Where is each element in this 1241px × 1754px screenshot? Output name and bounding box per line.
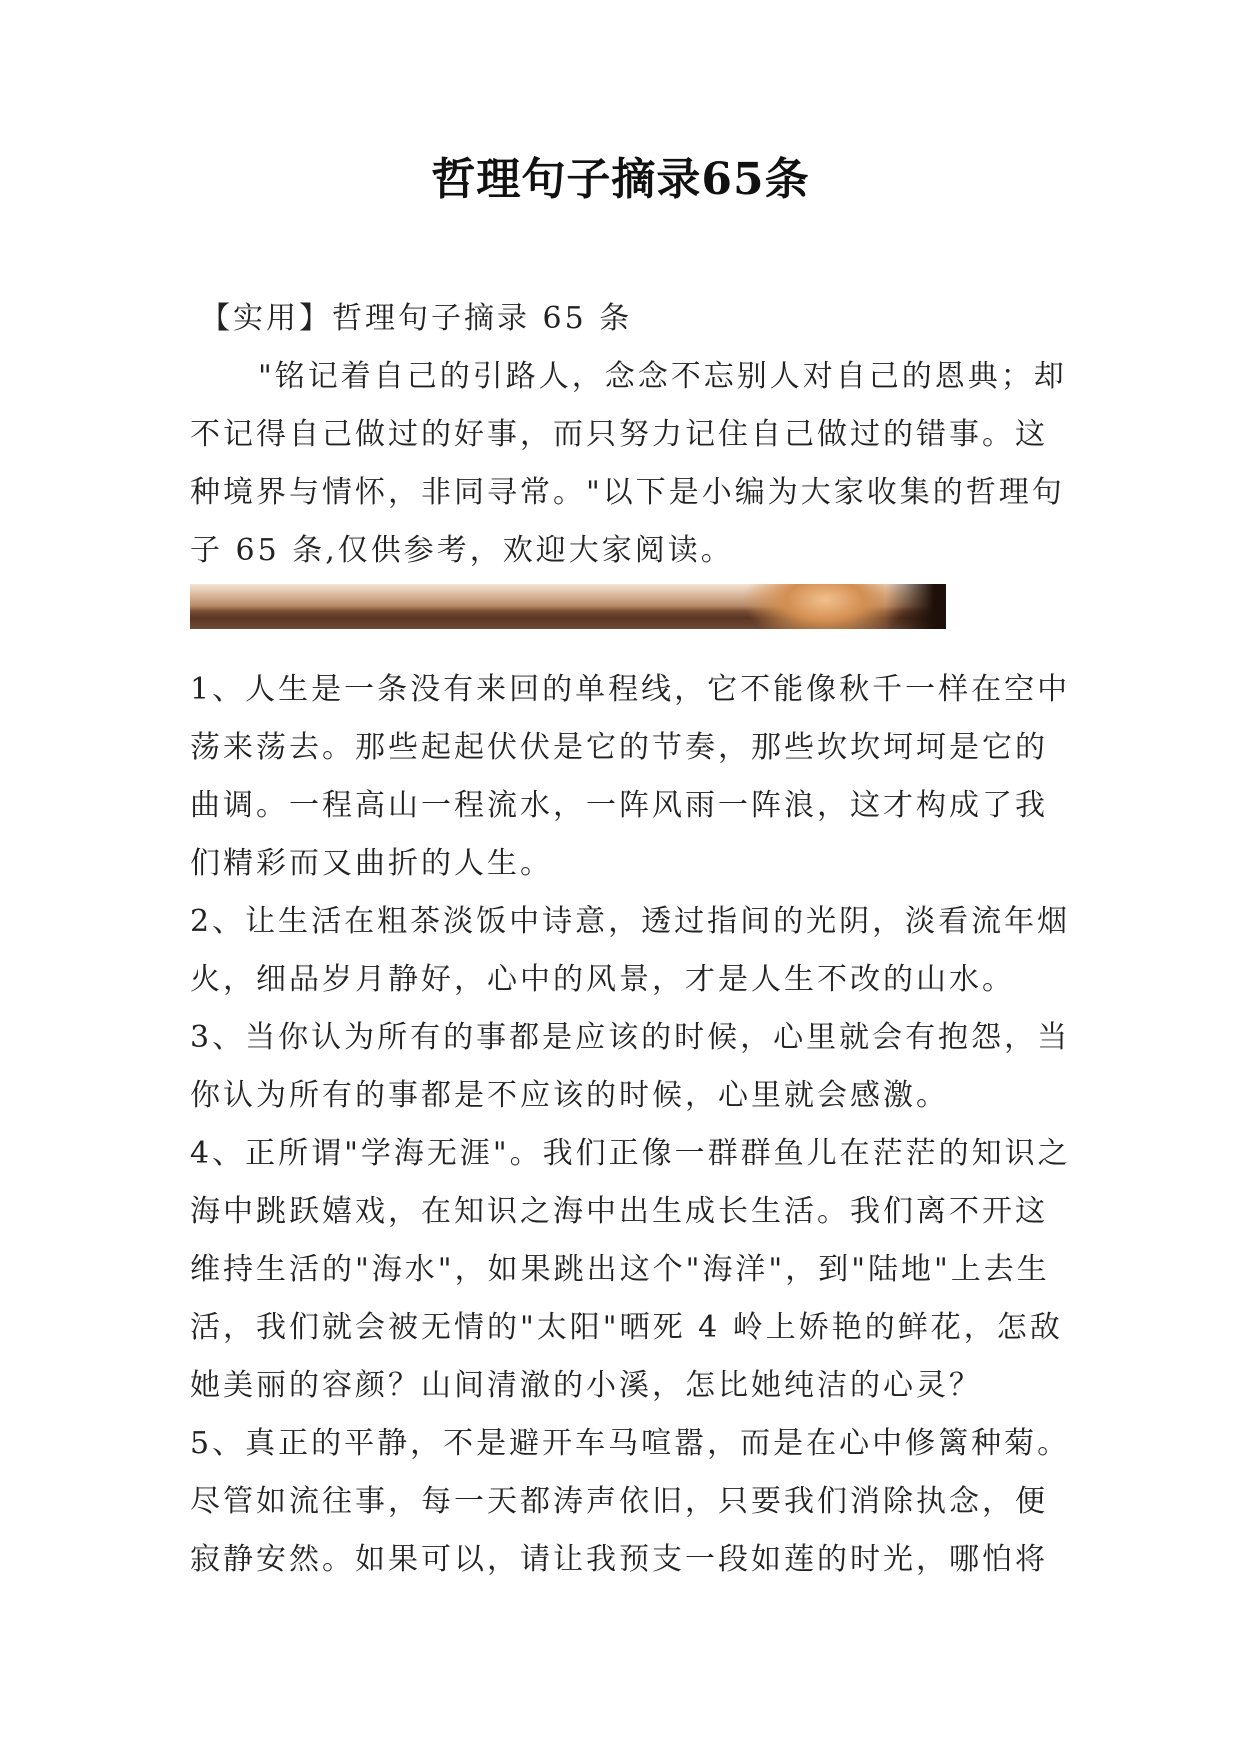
intro-heading: 【实用】哲理句子摘录 65 条	[200, 301, 633, 336]
document-title: 哲理句子摘录65条	[431, 154, 810, 205]
quote-item-5: 5、真正的平静，不是避开车马喧嚣，而是在心中修篱种菊。尽管如流往事，每一天都涛声依旧，只要我们消除执念，便寂静安然。如果可以，请让我预支一段如莲的时光，哪怕将	[190, 1426, 1071, 1577]
quote-item-3: 3、当你认为所有的事都是应该的时候，心里就会有抱怨，当你认为所有的事都是不应该的时候，心里就会感激。	[190, 1020, 1071, 1113]
intro-paragraph: "铭记着自己的引路人，念念不忘别人对自己的恩典；却不记得自己做过的好事，而只努力记住自己做过的错事。这种境界与情怀，非同寻常。"以下是小编为大家收集的哲理句子 65 条,仅供参考，欢迎大家阅读。	[190, 359, 1067, 568]
banner-image	[190, 584, 946, 629]
document-body	[190, 290, 1080, 1589]
quote-item-1: 1、人生是一条没有来回的单程线，它不能像秋千一样在空中荡来荡去。那些起起伏伏是它的节奏，那些坎坎坷坷是它的曲调。一程高山一程流水，一阵风雨一阵浪，这才构成了我们精彩而又曲折的人生。	[190, 672, 1071, 881]
quote-item-2: 2、让生活在粗茶淡饭中诗意，透过指间的光阴，淡看流年烟火，细品岁月静好，心中的风景，才是人生不改的山水。	[190, 904, 1071, 997]
quote-item-4: 4、正所谓"学海无涯"。我们正像一群群鱼儿在茫茫的知识之海中跳跃嬉戏，在知识之海中出生成长生活。我们离不开这维持生活的"海水"，如果跳出这个"海洋"，到"陆地"上去生活，我们就会被无情的"太阳"晒死 4 岭上娇艳的鲜花，怎敌她美丽的容颜？山间清澈的小溪，怎比她纯洁的心灵？	[190, 1136, 1071, 1403]
